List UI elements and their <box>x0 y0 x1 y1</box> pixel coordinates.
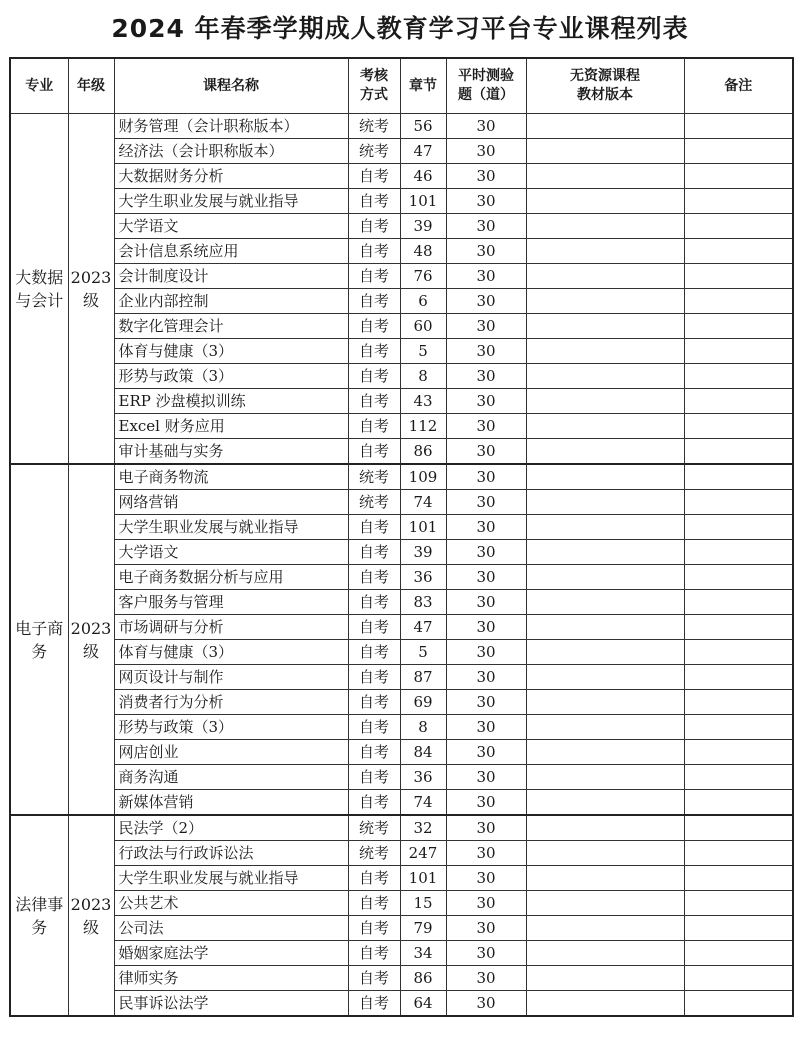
course-name-cell: 消费者行为分析 <box>114 690 348 715</box>
notes-cell <box>684 790 793 816</box>
header-quiz-line2: 题（道） <box>458 87 514 103</box>
exam-method-cell: 统考 <box>348 464 400 490</box>
exam-method-cell: 自考 <box>348 916 400 941</box>
exam-method-cell: 统考 <box>348 139 400 164</box>
grade-cell <box>68 464 114 815</box>
textbook-cell <box>526 891 684 916</box>
quiz-count-cell: 30 <box>446 289 526 314</box>
quiz-count-cell: 30 <box>446 740 526 765</box>
exam-method-cell: 统考 <box>348 114 400 139</box>
quiz-count-cell: 30 <box>446 941 526 966</box>
table-row <box>10 765 793 790</box>
chapters-cell: 79 <box>400 916 446 941</box>
course-name-cell: 大学语文 <box>114 540 348 565</box>
notes-cell <box>684 464 793 490</box>
textbook-cell <box>526 414 684 439</box>
major-cell <box>10 114 68 465</box>
table-row <box>10 740 793 765</box>
course-name-cell: 公司法 <box>114 916 348 941</box>
textbook-cell <box>526 239 684 264</box>
notes-cell <box>684 640 793 665</box>
textbook-cell <box>526 790 684 816</box>
quiz-count-cell: 30 <box>446 314 526 339</box>
chapters-cell: 43 <box>400 389 446 414</box>
chapters-cell: 32 <box>400 815 446 841</box>
notes-cell <box>684 239 793 264</box>
course-name-cell: 经济法（会计职称版本） <box>114 139 348 164</box>
notes-cell <box>684 314 793 339</box>
quiz-count-cell: 30 <box>446 690 526 715</box>
quiz-count-cell: 30 <box>446 565 526 590</box>
table-row <box>10 941 793 966</box>
chapters-cell: 39 <box>400 540 446 565</box>
textbook-cell <box>526 715 684 740</box>
course-name-cell: ERP 沙盘模拟训练 <box>114 389 348 414</box>
notes-cell <box>684 164 793 189</box>
course-name-cell: 大学生职业发展与就业指导 <box>114 189 348 214</box>
quiz-count-cell: 30 <box>446 916 526 941</box>
course-name-cell: 体育与健康（3） <box>114 640 348 665</box>
exam-method-cell: 自考 <box>348 565 400 590</box>
notes-cell <box>684 866 793 891</box>
exam-method-cell: 自考 <box>348 590 400 615</box>
textbook-cell <box>526 815 684 841</box>
course-name-cell: 商务沟通 <box>114 765 348 790</box>
quiz-count-cell: 30 <box>446 189 526 214</box>
exam-method-cell: 自考 <box>348 690 400 715</box>
notes-cell <box>684 414 793 439</box>
quiz-count-cell: 30 <box>446 214 526 239</box>
course-name-cell: 网络营销 <box>114 490 348 515</box>
chapters-cell: 69 <box>400 690 446 715</box>
textbook-cell <box>526 264 684 289</box>
header-row <box>10 58 793 114</box>
grade-year: 2023 <box>70 618 112 638</box>
exam-method-cell: 自考 <box>348 364 400 389</box>
chapters-cell: 64 <box>400 991 446 1017</box>
notes-cell <box>684 364 793 389</box>
quiz-count-cell: 30 <box>446 239 526 264</box>
quiz-count-cell: 30 <box>446 891 526 916</box>
chapters-cell: 101 <box>400 866 446 891</box>
table-row <box>10 966 793 991</box>
exam-method-cell: 自考 <box>348 640 400 665</box>
notes-cell <box>684 765 793 790</box>
header-textbook-line1: 无资源课程 <box>570 68 640 84</box>
exam-method-cell: 自考 <box>348 239 400 264</box>
course-name-cell: Excel 财务应用 <box>114 414 348 439</box>
notes-cell <box>684 715 793 740</box>
textbook-cell <box>526 765 684 790</box>
quiz-count-cell: 30 <box>446 515 526 540</box>
exam-method-cell: 自考 <box>348 715 400 740</box>
table-row <box>10 565 793 590</box>
textbook-cell <box>526 590 684 615</box>
course-name-cell: 大学语文 <box>114 214 348 239</box>
major-cell <box>10 464 68 815</box>
exam-method-cell: 统考 <box>348 490 400 515</box>
textbook-cell <box>526 139 684 164</box>
course-name-cell: 民事诉讼法学 <box>114 991 348 1017</box>
table-row <box>10 790 793 816</box>
chapters-cell: 46 <box>400 164 446 189</box>
header-major: 专业 <box>10 58 68 114</box>
notes-cell <box>684 740 793 765</box>
textbook-cell <box>526 615 684 640</box>
exam-method-cell: 自考 <box>348 615 400 640</box>
course-name-cell: 网店创业 <box>114 740 348 765</box>
quiz-count-cell: 30 <box>446 364 526 389</box>
quiz-count-cell: 30 <box>446 439 526 465</box>
table-row <box>10 389 793 414</box>
quiz-count-cell: 30 <box>446 339 526 364</box>
textbook-cell <box>526 740 684 765</box>
exam-method-cell: 自考 <box>348 740 400 765</box>
table-row <box>10 314 793 339</box>
quiz-count-cell: 30 <box>446 765 526 790</box>
quiz-count-cell: 30 <box>446 139 526 164</box>
table-row <box>10 214 793 239</box>
course-name-cell: 大学生职业发展与就业指导 <box>114 515 348 540</box>
header-exam-line1: 考核 <box>360 68 388 84</box>
table-row <box>10 866 793 891</box>
course-name-cell: 市场调研与分析 <box>114 615 348 640</box>
chapters-cell: 112 <box>400 414 446 439</box>
chapters-cell: 86 <box>400 966 446 991</box>
textbook-cell <box>526 866 684 891</box>
quiz-count-cell: 30 <box>446 866 526 891</box>
notes-cell <box>684 991 793 1017</box>
course-name-cell: 电子商务物流 <box>114 464 348 490</box>
header-grade: 年级 <box>68 58 114 114</box>
exam-method-cell: 自考 <box>348 264 400 289</box>
header-course: 课程名称 <box>114 58 348 114</box>
header-textbook-line2: 教材版本 <box>577 87 633 103</box>
table-row <box>10 239 793 264</box>
exam-method-cell: 自考 <box>348 991 400 1017</box>
header-exam-line2: 方式 <box>360 87 388 103</box>
chapters-cell: 56 <box>400 114 446 139</box>
notes-cell <box>684 264 793 289</box>
chapters-cell: 5 <box>400 339 446 364</box>
grade-suffix: 级 <box>82 290 99 310</box>
notes-cell <box>684 439 793 465</box>
chapters-cell: 5 <box>400 640 446 665</box>
table-row <box>10 189 793 214</box>
course-name-cell: 公共艺术 <box>114 891 348 916</box>
notes-cell <box>684 289 793 314</box>
notes-cell <box>684 540 793 565</box>
textbook-cell <box>526 565 684 590</box>
header-chapters: 章节 <box>400 58 446 114</box>
notes-cell <box>684 941 793 966</box>
chapters-cell: 48 <box>400 239 446 264</box>
course-name-cell: 律师实务 <box>114 966 348 991</box>
table-row <box>10 891 793 916</box>
exam-method-cell: 自考 <box>348 665 400 690</box>
grade-year: 2023 <box>70 894 112 914</box>
textbook-cell <box>526 314 684 339</box>
header-quiz <box>446 58 526 114</box>
quiz-count-cell: 30 <box>446 790 526 816</box>
chapters-cell: 39 <box>400 214 446 239</box>
textbook-cell <box>526 464 684 490</box>
table-row <box>10 841 793 866</box>
table-row <box>10 139 793 164</box>
notes-cell <box>684 815 793 841</box>
table-row <box>10 289 793 314</box>
table-row <box>10 690 793 715</box>
textbook-cell <box>526 991 684 1017</box>
textbook-cell <box>526 665 684 690</box>
table-row <box>10 339 793 364</box>
quiz-count-cell: 30 <box>446 114 526 139</box>
notes-cell <box>684 916 793 941</box>
course-table <box>9 57 794 1017</box>
header-notes: 备注 <box>684 58 793 114</box>
grade-suffix: 级 <box>82 641 99 661</box>
table-row <box>10 815 793 841</box>
major-name-line2: 务 <box>31 641 48 661</box>
textbook-cell <box>526 941 684 966</box>
notes-cell <box>684 114 793 139</box>
course-name-cell: 网页设计与制作 <box>114 665 348 690</box>
textbook-cell <box>526 966 684 991</box>
textbook-cell <box>526 490 684 515</box>
chapters-cell: 247 <box>400 841 446 866</box>
quiz-count-cell: 30 <box>446 966 526 991</box>
exam-method-cell: 自考 <box>348 339 400 364</box>
chapters-cell: 84 <box>400 740 446 765</box>
textbook-cell <box>526 690 684 715</box>
exam-method-cell: 自考 <box>348 214 400 239</box>
course-name-cell: 婚姻家庭法学 <box>114 941 348 966</box>
quiz-count-cell: 30 <box>446 615 526 640</box>
quiz-count-cell: 30 <box>446 490 526 515</box>
exam-method-cell: 自考 <box>348 314 400 339</box>
table-row <box>10 164 793 189</box>
exam-method-cell: 自考 <box>348 189 400 214</box>
table-row <box>10 515 793 540</box>
course-name-cell: 企业内部控制 <box>114 289 348 314</box>
table-row <box>10 540 793 565</box>
grade-suffix: 级 <box>82 917 99 937</box>
table-row <box>10 114 793 139</box>
major-cell <box>10 815 68 1016</box>
table-row <box>10 364 793 389</box>
header-quiz-line1: 平时测验 <box>458 68 514 84</box>
course-name-cell: 形势与政策（3） <box>114 364 348 389</box>
quiz-count-cell: 30 <box>446 414 526 439</box>
course-name-cell: 财务管理（会计职称版本） <box>114 114 348 139</box>
textbook-cell <box>526 214 684 239</box>
page-title: 2024 年春季学期成人教育学习平台专业课程列表 <box>111 14 689 43</box>
table-row <box>10 490 793 515</box>
notes-cell <box>684 490 793 515</box>
exam-method-cell: 统考 <box>348 841 400 866</box>
quiz-count-cell: 30 <box>446 389 526 414</box>
course-name-cell: 新媒体营销 <box>114 790 348 816</box>
table-row <box>10 439 793 465</box>
chapters-cell: 101 <box>400 515 446 540</box>
exam-method-cell: 自考 <box>348 891 400 916</box>
exam-method-cell: 自考 <box>348 966 400 991</box>
table-row <box>10 590 793 615</box>
table-row <box>10 615 793 640</box>
chapters-cell: 109 <box>400 464 446 490</box>
chapters-cell: 74 <box>400 490 446 515</box>
course-name-cell: 客户服务与管理 <box>114 590 348 615</box>
exam-method-cell: 自考 <box>348 414 400 439</box>
exam-method-cell: 自考 <box>348 289 400 314</box>
chapters-cell: 101 <box>400 189 446 214</box>
course-name-cell: 大数据财务分析 <box>114 164 348 189</box>
chapters-cell: 47 <box>400 615 446 640</box>
table-row <box>10 715 793 740</box>
course-name-cell: 电子商务数据分析与应用 <box>114 565 348 590</box>
grade-cell <box>68 815 114 1016</box>
textbook-cell <box>526 189 684 214</box>
table-row <box>10 916 793 941</box>
notes-cell <box>684 841 793 866</box>
grade-year: 2023 <box>70 267 112 287</box>
header-exam-method <box>348 58 400 114</box>
textbook-cell <box>526 389 684 414</box>
major-name-line2: 与会计 <box>15 290 64 310</box>
exam-method-cell: 自考 <box>348 515 400 540</box>
exam-method-cell: 自考 <box>348 866 400 891</box>
notes-cell <box>684 389 793 414</box>
exam-method-cell: 自考 <box>348 765 400 790</box>
major-name-line1: 法律事 <box>15 894 64 914</box>
notes-cell <box>684 339 793 364</box>
textbook-cell <box>526 916 684 941</box>
chapters-cell: 86 <box>400 439 446 465</box>
quiz-count-cell: 30 <box>446 264 526 289</box>
exam-method-cell: 自考 <box>348 389 400 414</box>
table-row <box>10 414 793 439</box>
notes-cell <box>684 214 793 239</box>
quiz-count-cell: 30 <box>446 464 526 490</box>
quiz-count-cell: 30 <box>446 991 526 1017</box>
notes-cell <box>684 590 793 615</box>
quiz-count-cell: 30 <box>446 665 526 690</box>
chapters-cell: 36 <box>400 565 446 590</box>
header-textbook <box>526 58 684 114</box>
quiz-count-cell: 30 <box>446 815 526 841</box>
textbook-cell <box>526 164 684 189</box>
exam-method-cell: 自考 <box>348 941 400 966</box>
notes-cell <box>684 690 793 715</box>
textbook-cell <box>526 364 684 389</box>
textbook-cell <box>526 114 684 139</box>
course-name-cell: 体育与健康（3） <box>114 339 348 364</box>
notes-cell <box>684 665 793 690</box>
quiz-count-cell: 30 <box>446 590 526 615</box>
chapters-cell: 76 <box>400 264 446 289</box>
exam-method-cell: 统考 <box>348 815 400 841</box>
course-name-cell: 形势与政策（3） <box>114 715 348 740</box>
table-row <box>10 991 793 1017</box>
course-name-cell: 会计信息系统应用 <box>114 239 348 264</box>
chapters-cell: 8 <box>400 364 446 389</box>
major-name-line1: 电子商 <box>15 618 64 638</box>
notes-cell <box>684 615 793 640</box>
table-row <box>10 665 793 690</box>
grade-cell <box>68 114 114 465</box>
exam-method-cell: 自考 <box>348 540 400 565</box>
quiz-count-cell: 30 <box>446 640 526 665</box>
chapters-cell: 87 <box>400 665 446 690</box>
textbook-cell <box>526 339 684 364</box>
major-name-line1: 大数据 <box>15 267 64 287</box>
table-row <box>10 264 793 289</box>
notes-cell <box>684 565 793 590</box>
textbook-cell <box>526 640 684 665</box>
chapters-cell: 36 <box>400 765 446 790</box>
exam-method-cell: 自考 <box>348 790 400 816</box>
textbook-cell <box>526 439 684 465</box>
course-name-cell: 数字化管理会计 <box>114 314 348 339</box>
notes-cell <box>684 189 793 214</box>
quiz-count-cell: 30 <box>446 540 526 565</box>
notes-cell <box>684 139 793 164</box>
notes-cell <box>684 515 793 540</box>
chapters-cell: 60 <box>400 314 446 339</box>
course-name-cell: 行政法与行政诉讼法 <box>114 841 348 866</box>
notes-cell <box>684 966 793 991</box>
chapters-cell: 47 <box>400 139 446 164</box>
chapters-cell: 15 <box>400 891 446 916</box>
chapters-cell: 34 <box>400 941 446 966</box>
chapters-cell: 6 <box>400 289 446 314</box>
major-name-line2: 务 <box>31 917 48 937</box>
chapters-cell: 74 <box>400 790 446 816</box>
course-name-cell: 审计基础与实务 <box>114 439 348 465</box>
course-name-cell: 会计制度设计 <box>114 264 348 289</box>
table-row <box>10 640 793 665</box>
chapters-cell: 8 <box>400 715 446 740</box>
textbook-cell <box>526 841 684 866</box>
quiz-count-cell: 30 <box>446 164 526 189</box>
notes-cell <box>684 891 793 916</box>
textbook-cell <box>526 515 684 540</box>
quiz-count-cell: 30 <box>446 715 526 740</box>
table-row <box>10 464 793 490</box>
course-name-cell: 民法学（2） <box>114 815 348 841</box>
exam-method-cell: 自考 <box>348 439 400 465</box>
chapters-cell: 83 <box>400 590 446 615</box>
textbook-cell <box>526 540 684 565</box>
table-body <box>10 114 793 1017</box>
exam-method-cell: 自考 <box>348 164 400 189</box>
course-name-cell: 大学生职业发展与就业指导 <box>114 866 348 891</box>
textbook-cell <box>526 289 684 314</box>
quiz-count-cell: 30 <box>446 841 526 866</box>
